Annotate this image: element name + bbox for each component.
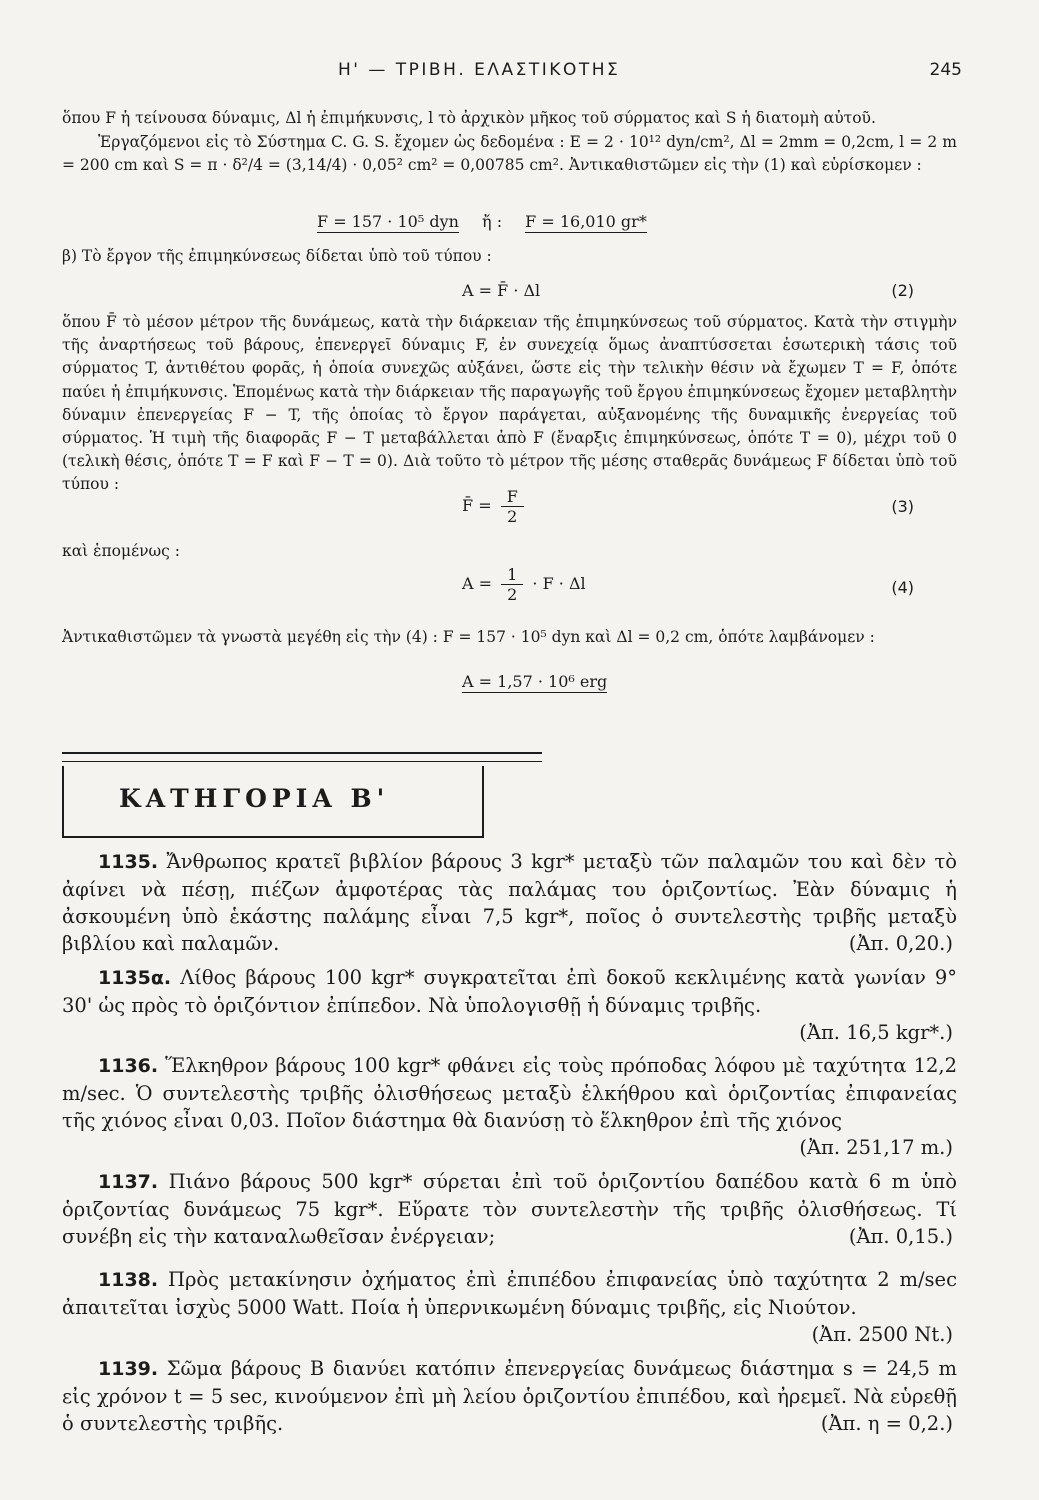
equation-result (462, 672, 607, 691)
problem-number: 1135α. (98, 967, 172, 989)
problem-number: 1139. (98, 1358, 159, 1380)
problem-1135 (62, 848, 957, 957)
problem-1135a (62, 964, 957, 1046)
problem-answer: (Ἀπ. 251,17 m.) (799, 1136, 953, 1159)
equation-3-label: (3) (891, 497, 914, 516)
equation-4 (462, 565, 586, 604)
problem-number: 1137. (98, 1171, 159, 1193)
problem-body: Λίθος βάρους 100 kgr* συγκρατεῖται ἐπὶ δοκοῦ κεκλιμένης κατὰ γωνίαν 9° 30' ὡς πρὸς τὸ ὁριζόντιον ἐπίπεδον. Νὰ ὑπολογισθῇ ἡ δύναμις τριβῆς. (62, 966, 957, 1017)
equation-4-rhs: · F · Δl (532, 574, 586, 593)
problem-1139 (62, 1355, 957, 1437)
category-box (62, 752, 542, 840)
equation-force-gr: F = 16,010 gr* (525, 212, 647, 231)
equation-2-label: (2) (891, 281, 914, 300)
problem-1138 (62, 1266, 957, 1348)
equation-4-fraction (501, 565, 523, 604)
intro-line-1: ὅπου F ἡ τείνουσα δύναμις, Δl ἡ ἐπιμήκυνσις, l τὸ ἀρχικὸν μῆκος τοῦ σύρματος καὶ S ἡ διατομὴ αὐτοῦ. (62, 109, 876, 127)
problem-body: Πρὸς μετακίνησιν ὀχήματος ἐπὶ ἐπιπέδου ἐπιφανείας ὑπὸ ταχύτητα 2 m/sec ἀπαιτεῖται ἰσχὺς 5000 Watt. Ποία ἡ ὑπερνικωμένη δύναμις τριβῆς, εἰς Νιούτον. (62, 1268, 957, 1319)
intro-paragraph: Ἐργαζόμενοι εἰς τὸ Σύστημα C. G. S. ἔχομεν ὡς δεδομένα : E = 2 · 10¹² dyn/cm², Δl = 2mm = 0,2cm, l = 2 m = 200 cm καὶ S = π · δ²/4 = (3,14/4) · 0,05² cm² = 0,00785 cm². Ἀντικαθιστῶμεν εἰς τὴν (1) καὶ εὑρίσκομεν : (62, 133, 957, 175)
problem-text (62, 1266, 957, 1321)
problem-body: Ἕλκηθρον βάρους 100 kgr* φθάνει εἰς τοὺς πρόποδας λόφου μὲ ταχύτητα 12,2 m/sec. Ὁ συντελεστὴς τριβῆς ὀλισθήσεως μεταξὺ ἑλκήθρου καὶ ὁριζοντίας ἐπιφανείας τῆς χιόνος εἶναι 0,03. Ποῖον διάστημα θὰ διανύσῃ τὸ ἕλκηθρον ἐπὶ τῆς χιόνος (62, 1054, 957, 1132)
problem-answer: (Ἀπ. 0,15.) (848, 1225, 953, 1248)
equation-4-lhs: A = (462, 574, 493, 593)
category-rule-top (62, 752, 542, 754)
problem-number: 1138. (98, 1269, 159, 1291)
and-thus: καὶ ἑπομένως : (62, 542, 180, 560)
problem-1136 (62, 1052, 957, 1161)
problem-number: 1136. (98, 1055, 159, 1077)
equation-4-label: (4) (891, 578, 914, 597)
problem-body: Ἄνθρωπος κρατεῖ βιβλίον βάρους 3 kgr* μεταξὺ τῶν παλαμῶν του καὶ δὲν τὸ ἀφίνει νὰ πέσῃ, πιέζων ἀμφοτέρας τὰς παλάμας του ὁριζοντίως. Ἐὰν δύναμις ἡ ἀσκουμένη ὑπὸ ἑκάστης παλάμης εἶναι 7,5 kgr*, ποῖος ὁ συντελεστὴς τριβῆς μεταξὺ βιβλίου καὶ παλαμῶν. (62, 850, 957, 955)
page-number: 245 (929, 60, 962, 80)
problem-text (62, 1052, 957, 1134)
problem-1137 (62, 1168, 957, 1250)
middle-paragraph: ὅπου F̄ τὸ μέσον μέτρον τῆς δυνάμεως, κατὰ τὴν διάρκειαν τῆς ἐπιμηκύνσεως τοῦ σύρματος. Κατὰ τὴν στιγμὴν τῆς ἀναρτήσεως τοῦ βάρους, ἐπενεργεῖ δύναμις F, ἐν συνεχείᾳ ὅμως ἀναπτύσσεται ἐσωτερικὴ τάσις τοῦ σύρματος T, ἀντιθέτου φορᾶς, ἡ ὁποία συνεχῶς αὐξάνει, ὥστε εἰς τὴν τελικὴν θέσιν νὰ ἔχωμεν T = F, ὁπότε παύει ἡ ἐπιμήκυνσις. Ἑπομένως κατὰ τὴν διάρκειαν τῆς παραγωγῆς τοῦ ἔργου ἐπιμηκύνσεως ἔχομεν μεταβλητὴν δύναμιν ἐπενεργείας F − T, τῆς ὁποίας τὸ ἔργον παράγεται, αὐξανομένης τῆς δυναμικῆς ἐνεργείας τοῦ σύρματος. Ἡ τιμὴ τῆς διαφορᾶς F − T μεταβάλλεται ἀπὸ F (ἔναρξις ἐπιμηκύνσεως, ὁπότε T = 0), μέχρι τοῦ 0 (τελικὴ θέσις, ὁπότε T = F καὶ F − T = 0). Διὰ τοῦτο τὸ μέτρον τῆς μέσης σταθερᾶς δυνάμεως F δίδεται ὑπὸ τοῦ τύπου : (62, 313, 957, 494)
equation-force (317, 212, 647, 231)
equation-3-fraction (501, 487, 524, 526)
running-head: Η' — ΤΡΙΒΗ. ΕΛΑΣΤΙΚΟΤΗΣ (338, 60, 621, 80)
problem-number: 1135. (98, 851, 159, 873)
problem-body: Πιάνο βάρους 500 kgr* σύρεται ἐπὶ τοῦ ὁριζοντίου δαπέδου κατὰ 6 m ὑπὸ ὁριζοντίας δυνάμεως 75 kgr*. Εὕρατε τὸν συντελεστὴν τῆς τριβῆς ὀλισθήσεως. Τί συνέβη εἰς τὴν καταναλωθεῖσαν ἐνέργειαν; (62, 1170, 957, 1248)
equation-4-numerator: 1 (501, 565, 523, 585)
page-header (62, 60, 962, 84)
equation-3 (462, 487, 528, 526)
equation-2: A = F̄ · Δl (462, 281, 541, 300)
substitute-paragraph: Ἀντικαθιστῶμεν τὰ γνωστὰ μεγέθη εἰς τὴν (4) : F = 157 · 10⁵ dyn καὶ Δl = 0,2 cm, ὁπότε λαμβάνομεν : (62, 628, 875, 646)
equation-result-value: A = 1,57 · 10⁶ erg (462, 672, 608, 691)
problem-text (62, 964, 957, 1019)
problem-body: Σῶμα βάρους B διανύει κατόπιν ἐπενεργείας δυνάμεως διάστημα s = 24,5 m εἰς χρόνον t = 5 sec, κινούμενον ἐπὶ μὴ λείου ὁριζοντίου ἐπιπέδου, καὶ ἠρεμεῖ. Νὰ εὑρεθῇ ὁ συντελεστὴς τριβῆς. (62, 1357, 957, 1435)
equation-3-denominator: 2 (507, 507, 518, 526)
equation-or: ἤ : (482, 212, 503, 231)
category-rule-bottom (62, 761, 542, 762)
equation-force-dyn: F = 157 · 10⁵ dyn (317, 212, 459, 231)
problem-answer: (Ἀπ. η = 0,2.) (820, 1412, 953, 1435)
problem-answer: (Ἀπ. 0,20.) (848, 932, 953, 955)
equation-3-numerator: F (501, 487, 524, 507)
category-frame (62, 766, 484, 838)
equation-3-lhs: F̄ = (462, 496, 492, 515)
part-b-intro: β) Τὸ ἔργον τῆς ἐπιμηκύνσεως δίδεται ὑπὸ τοῦ τύπου : (62, 247, 492, 265)
problem-answer: (Ἀπ. 2500 Nt.) (811, 1323, 953, 1346)
category-title: ΚΑΤΗΓΟΡΙΑ Β' (119, 784, 390, 813)
equation-4-denominator: 2 (507, 585, 518, 604)
problem-answer: (Ἀπ. 16,5 kgr*.) (799, 1021, 953, 1044)
